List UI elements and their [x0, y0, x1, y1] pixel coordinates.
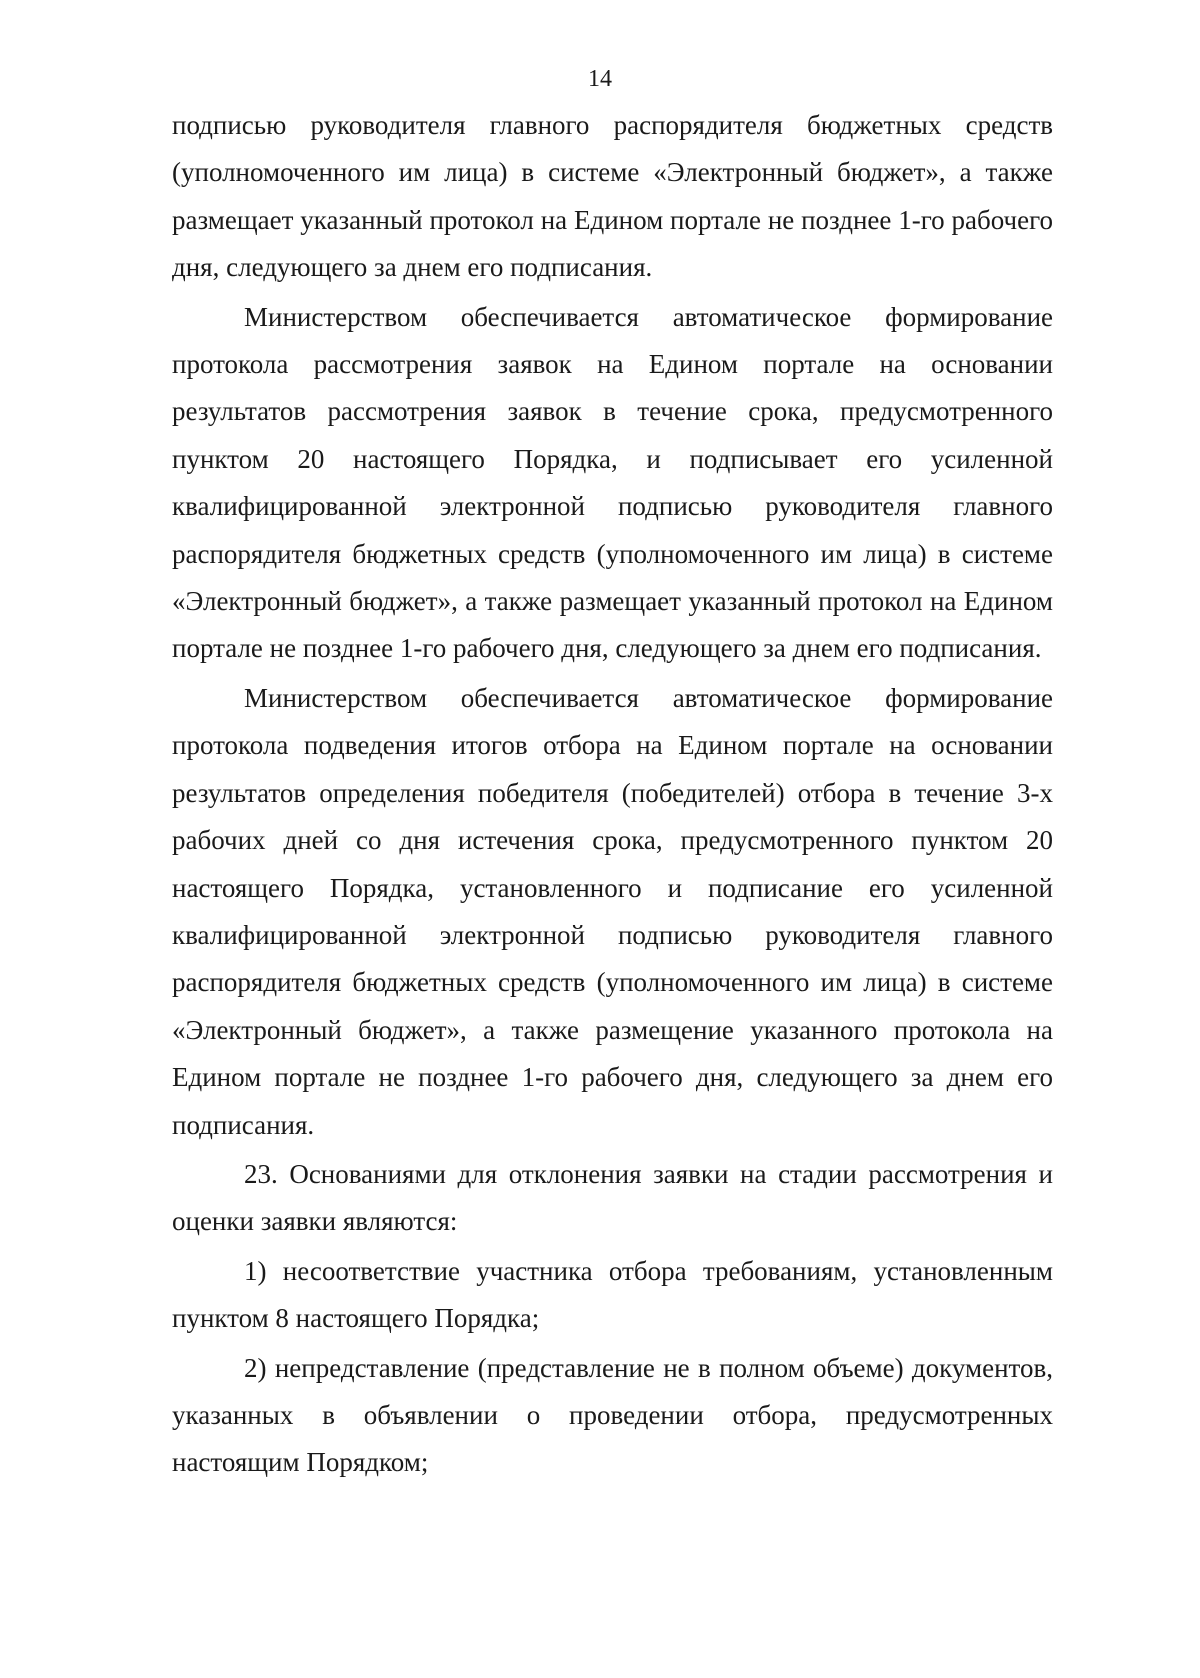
- paragraph-results-protocol: Министерством обеспечивается автоматическое формирование протокола подведения итогов отбора на Едином портале на основании результатов определения победителя (победителей) отбора в течение 3-х рабочих дней со дня истечения срока, предусмотренного пунктом 20 настоящего Порядка, установленного и подписание его усиленной квалифицированной электронной подписью руководителя главного распорядителя бюджетных средств (уполномоченного им лица) в системе «Электронный бюджет», а также размещение указанного протокола на Едином портале не позднее 1-го рабочего дня, следующего за днем его подписания.: [172, 682, 1053, 1140]
- list-item-1: 1) несоответствие участника отбора требованиям, установленным пунктом 8 настоящего Порядка;: [172, 1255, 1053, 1334]
- page-number: 14: [588, 66, 612, 92]
- paragraph-section-23: 23. Основаниями для отклонения заявки на стадии рассмотрения и оценки заявки являются:: [172, 1158, 1053, 1237]
- list-item-2: 2) непредставление (представление не в полном объеме) документов, указанных в объявлении о проведении отбора, предусмотренных настоящим Порядком;: [172, 1352, 1053, 1478]
- paragraph-review-protocol: Министерством обеспечивается автоматическое формирование протокола рассмотрения заявок на Едином портале на основании результатов рассмотрения заявок в течение срока, предусмотренного пунктом 20 настоящего Порядка, и подписывает его усиленной квалифицированной электронной подписью руководителя главного распорядителя бюджетных средств (уполномоченного им лица) в системе «Электронный бюджет», а также размещает указанный протокол на Едином портале не позднее 1-го рабочего дня, следующего за днем его подписания.: [172, 301, 1053, 664]
- paragraph-continuation: подписью руководителя главного распорядителя бюджетных средств (уполномоченного им лица) в системе «Электронный бюджет», а также размещает указанный протокол на Едином портале не позднее 1-го рабочего дня, следующего за днем его подписания.: [172, 110, 1053, 283]
- document-body: [172, 102, 1053, 1489]
